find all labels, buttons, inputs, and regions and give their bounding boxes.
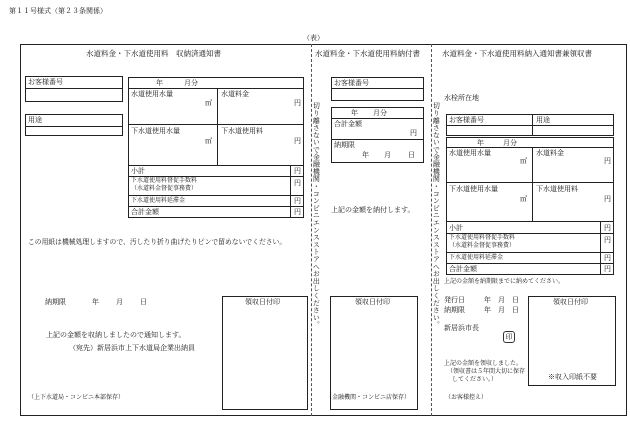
form-label: 第１１号様式（第２３条関係） bbox=[9, 7, 107, 15]
payment-message: 上記の金額を納付します。 bbox=[331, 206, 415, 214]
notice-title: 水道料金・下水道使用料 収納済通知書 bbox=[86, 49, 221, 58]
notice-customer-no-label: お客様番号 bbox=[28, 78, 63, 86]
tear-note-2: 切り離さないで金融機関・コンビニエンスストアへお出しください。 bbox=[432, 102, 441, 329]
notice-stamp-box bbox=[222, 296, 308, 410]
payment-total-label: 合計金額 bbox=[334, 120, 362, 128]
notice-usage-label: 用途 bbox=[28, 116, 42, 124]
side-label: （表） bbox=[303, 34, 324, 42]
notice-addressee: （宛先）新居浜市上下水道局企業出納員 bbox=[69, 344, 195, 352]
payment-title: 水道料金・下水道使用料納付書 bbox=[315, 49, 420, 58]
notice-water-fee-label: 水道料金 bbox=[221, 90, 249, 98]
receipt-due-label: 納期限 bbox=[444, 306, 465, 314]
payment-due-label: 納期限 bbox=[334, 141, 355, 149]
notice-warning: この用紙は機械処理しますので、汚したり折り曲げたりピンで留めないでください。 bbox=[28, 238, 287, 246]
receipt-mayor: 新居浜市長 bbox=[444, 324, 479, 332]
notice-total-label: 合計金額 bbox=[131, 208, 159, 216]
notice-water-volume-label: 水道使用水量 bbox=[131, 90, 173, 98]
revenue-stamp-note: ※収入印紙不要 bbox=[548, 373, 597, 381]
notice-customer-no-field bbox=[25, 76, 123, 102]
receipt-location-label: 水栓所在地 bbox=[444, 94, 479, 102]
payment-keep: （金融機関・コンビニ店保存） bbox=[326, 394, 411, 401]
receipt-title: 水道料金・下水道使用料納入通知書兼領収書 bbox=[442, 49, 592, 58]
notice-keep: （上下水道局・コンビニ本部保存） bbox=[28, 394, 125, 401]
receipt-keep: （お客様控え） bbox=[445, 394, 488, 401]
notice-message: 上記の金額を収納しましたので通知します。 bbox=[46, 331, 186, 339]
notice-subtotal-label: 小計 bbox=[131, 167, 145, 175]
receipt-pay-message: 上記の金額を納期限までに納めてください。 bbox=[444, 278, 565, 285]
receipt-issue-label: 発行日 bbox=[444, 296, 465, 304]
tear-note-1: 切り離さないで金融機関・コンビニエンスストアへお出しください。 bbox=[312, 102, 321, 329]
mayor-seal-icon: 印 bbox=[503, 331, 515, 343]
notice-due-label: 納期限 bbox=[45, 298, 66, 306]
notice-usage-field bbox=[25, 114, 123, 136]
payment-stamp-box bbox=[330, 296, 418, 410]
notice-sewer-fee-label: 下水道使用料 bbox=[221, 127, 263, 135]
notice-sewer-volume-label: 下水道使用水量 bbox=[131, 127, 180, 135]
